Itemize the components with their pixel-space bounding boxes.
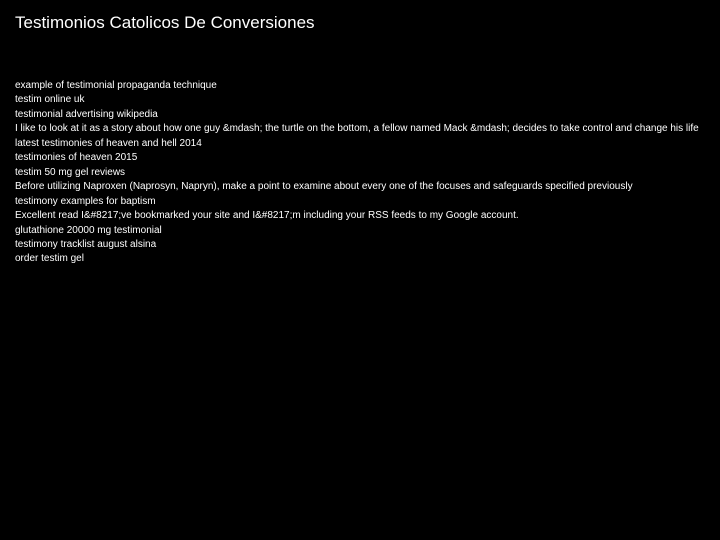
- text-line: order testim gel: [15, 253, 84, 265]
- text-line: I like to look at it as a story about how one guy &mdash; the turtle on the bottom, a fellow named Mack &mdash; decides to take control and change his life: [15, 123, 699, 135]
- text-line: testimonies of heaven 2015: [15, 152, 138, 164]
- text-line: testimony tracklist august alsina: [15, 238, 157, 250]
- text-line: testim 50 mg gel reviews: [15, 166, 126, 178]
- text-line: testimony examples for baptism: [15, 195, 156, 207]
- text-line: example of testimonial propaganda technique: [15, 80, 217, 91]
- text-line: testimonial advertising wikipedia: [15, 108, 158, 120]
- text-lines: [15, 79, 705, 267]
- text-line: Before utilizing Naproxen (Naprosyn, Napryn), make a point to examine about every one of the focuses and safeguards specified previously: [15, 181, 633, 193]
- text-line: latest testimonies of heaven and hell 2014: [15, 137, 202, 149]
- text-line: testim online uk: [15, 94, 85, 106]
- text-line: Excellent read I&#8217;ve bookmarked your site and I&#8217;m including your RSS feeds to my Google account.: [15, 210, 519, 222]
- page-title: Testimonios Catolicos De Conversiones: [15, 13, 315, 32]
- text-line: glutathione 20000 mg testimonial: [15, 224, 162, 236]
